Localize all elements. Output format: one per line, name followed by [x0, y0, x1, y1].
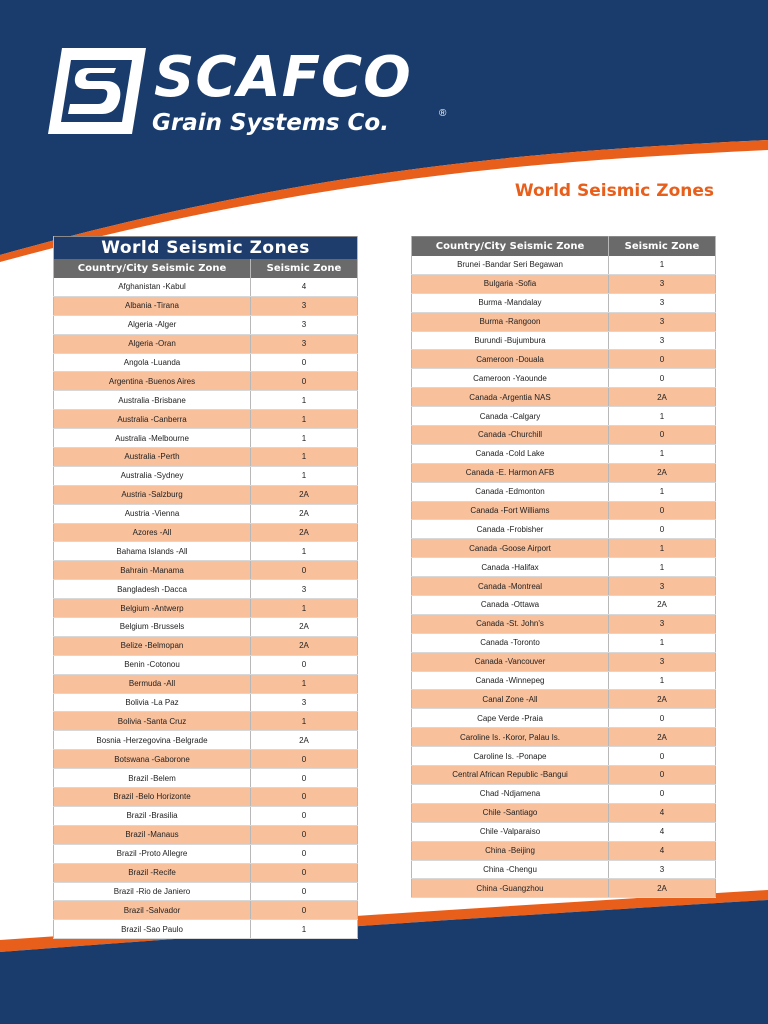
- zone-cell: 1: [609, 407, 716, 426]
- location-cell: Canada -Argentia NAS: [412, 388, 609, 407]
- zone-cell: 0: [609, 520, 716, 539]
- location-cell: Canada -St. John's: [412, 614, 609, 633]
- zone-cell: 0: [609, 350, 716, 369]
- location-cell: Canada -Ottawa: [412, 596, 609, 615]
- table-row: [412, 274, 716, 293]
- location-cell: Canada -Calgary: [412, 407, 609, 426]
- location-cell: Central African Republic -Bangui: [412, 766, 609, 785]
- brand-name: SCAFCO: [154, 45, 412, 110]
- location-cell: Brazil -Rio de Janiero: [54, 882, 251, 901]
- location-cell: Azores -All: [54, 523, 251, 542]
- zone-cell: 1: [251, 674, 358, 693]
- table-row: [54, 429, 358, 448]
- zone-cell: 4: [609, 822, 716, 841]
- table-row: [412, 633, 716, 652]
- zone-cell: 1: [609, 482, 716, 501]
- table-row: [412, 369, 716, 388]
- location-cell: Canal Zone -All: [412, 690, 609, 709]
- table-row: [412, 350, 716, 369]
- table-row: [54, 296, 358, 315]
- table-row: [54, 618, 358, 637]
- zone-cell: 0: [609, 747, 716, 766]
- location-cell: Belize -Belmopan: [54, 636, 251, 655]
- zone-cell: 0: [251, 769, 358, 788]
- table-row: [54, 599, 358, 618]
- table-row: [54, 693, 358, 712]
- zone-cell: 4: [251, 278, 358, 296]
- location-cell: Bolivia -Santa Cruz: [54, 712, 251, 731]
- table-row: [412, 293, 716, 312]
- zone-cell: 3: [609, 860, 716, 879]
- location-cell: Cape Verde -Praia: [412, 709, 609, 728]
- zone-cell: 3: [609, 577, 716, 596]
- zone-cell: 3: [251, 580, 358, 599]
- column-header-location: Country/City Seismic Zone: [54, 259, 251, 278]
- table-row: [54, 901, 358, 920]
- zone-cell: 2A: [609, 388, 716, 407]
- table-row: [54, 655, 358, 674]
- column-header-zone: Seismic Zone: [609, 237, 716, 257]
- location-cell: Angola -Luanda: [54, 353, 251, 372]
- location-cell: Brazil -Proto Allegre: [54, 844, 251, 863]
- location-cell: Canada -E. Harmon AFB: [412, 463, 609, 482]
- table-row: [412, 596, 716, 615]
- table-row: [412, 312, 716, 331]
- location-cell: Austria -Vienna: [54, 504, 251, 523]
- location-cell: Belgium -Antwerp: [54, 599, 251, 618]
- table-row: [412, 539, 716, 558]
- zone-cell: 2A: [609, 463, 716, 482]
- table-row: [54, 334, 358, 353]
- location-cell: Brazil -Sao Paulo: [54, 920, 251, 939]
- zone-cell: 0: [251, 655, 358, 674]
- location-cell: Australia -Canberra: [54, 410, 251, 429]
- table-row: [412, 822, 716, 841]
- zone-cell: 1: [609, 539, 716, 558]
- location-cell: Burma -Mandalay: [412, 293, 609, 312]
- table-row: [412, 426, 716, 445]
- location-cell: Burundi -Bujumbura: [412, 331, 609, 350]
- table-row: [412, 482, 716, 501]
- zone-cell: 2A: [251, 636, 358, 655]
- zone-cell: 1: [251, 542, 358, 561]
- zone-cell: 2A: [251, 504, 358, 523]
- table-row: [54, 788, 358, 807]
- location-cell: Canada -Halifax: [412, 558, 609, 577]
- zone-cell: 0: [609, 766, 716, 785]
- location-cell: Canada -Fort Williams: [412, 501, 609, 520]
- location-cell: Canada -Montreal: [412, 577, 609, 596]
- zone-cell: 0: [609, 426, 716, 445]
- table-row: [54, 315, 358, 334]
- location-cell: Australia -Sydney: [54, 466, 251, 485]
- zone-cell: 0: [251, 372, 358, 391]
- location-cell: Burma -Rangoon: [412, 312, 609, 331]
- location-cell: Canada -Vancouver: [412, 652, 609, 671]
- zone-cell: 2A: [251, 485, 358, 504]
- zone-cell: 1: [609, 633, 716, 652]
- table-row: [412, 463, 716, 482]
- location-cell: Bahrain -Manama: [54, 561, 251, 580]
- table-row: [412, 766, 716, 785]
- table-row: [54, 448, 358, 467]
- location-cell: China -Beijing: [412, 841, 609, 860]
- location-cell: Chad -Ndjamena: [412, 784, 609, 803]
- zone-cell: 3: [609, 652, 716, 671]
- table-row: [54, 278, 358, 296]
- table-row: [412, 728, 716, 747]
- zone-cell: 0: [609, 369, 716, 388]
- table-row: [54, 844, 358, 863]
- zone-cell: 1: [251, 466, 358, 485]
- zone-cell: 2A: [609, 728, 716, 747]
- scafco-logo: [46, 45, 447, 146]
- table-row: [412, 652, 716, 671]
- location-cell: Australia -Melbourne: [54, 429, 251, 448]
- zone-cell: 0: [251, 353, 358, 372]
- zone-cell: 0: [609, 784, 716, 803]
- table-row: [54, 636, 358, 655]
- table-row: [412, 501, 716, 520]
- table-row: [412, 803, 716, 822]
- table-row: [54, 731, 358, 750]
- table-row: [54, 410, 358, 429]
- location-cell: Algeria -Alger: [54, 315, 251, 334]
- location-cell: Bosnia -Herzegovina -Belgrade: [54, 731, 251, 750]
- location-cell: Afghanistan -Kabul: [54, 278, 251, 296]
- location-cell: Canada -Frobisher: [412, 520, 609, 539]
- location-cell: Australia -Perth: [54, 448, 251, 467]
- table-row: [54, 504, 358, 523]
- location-cell: Argentina -Buenos Aires: [54, 372, 251, 391]
- location-cell: Bolivia -La Paz: [54, 693, 251, 712]
- table-row: [54, 523, 358, 542]
- zone-cell: 0: [251, 901, 358, 920]
- zone-cell: 1: [609, 671, 716, 690]
- column-header-zone: Seismic Zone: [251, 259, 358, 278]
- table-row: [54, 353, 358, 372]
- location-cell: Bulgaria -Sofia: [412, 274, 609, 293]
- location-cell: Belgium -Brussels: [54, 618, 251, 637]
- zone-cell: 3: [609, 274, 716, 293]
- location-cell: Algeria -Oran: [54, 334, 251, 353]
- zone-cell: 0: [251, 844, 358, 863]
- location-cell: Canada -Goose Airport: [412, 539, 609, 558]
- column-header-location: Country/City Seismic Zone: [412, 237, 609, 257]
- zone-cell: 1: [251, 920, 358, 939]
- zone-cell: 2A: [609, 690, 716, 709]
- zone-cell: 3: [609, 312, 716, 331]
- zone-cell: 2A: [251, 731, 358, 750]
- location-cell: Canada -Churchill: [412, 426, 609, 445]
- zone-cell: 1: [609, 558, 716, 577]
- location-cell: Botswana -Gaborone: [54, 750, 251, 769]
- table-row: [54, 391, 358, 410]
- table-row: [54, 485, 358, 504]
- location-cell: Brazil -Belem: [54, 769, 251, 788]
- zone-cell: 1: [609, 444, 716, 463]
- table-row: [54, 825, 358, 844]
- page-title: World Seismic Zones: [514, 181, 714, 201]
- zone-cell: 2A: [251, 618, 358, 637]
- location-cell: China -Guangzhou: [412, 879, 609, 898]
- zone-cell: 1: [251, 429, 358, 448]
- zone-cell: 3: [251, 693, 358, 712]
- zone-cell: 1: [251, 712, 358, 731]
- zone-cell: 2A: [609, 596, 716, 615]
- zone-cell: 0: [251, 561, 358, 580]
- zone-cell: 0: [251, 882, 358, 901]
- location-cell: Austria -Salzburg: [54, 485, 251, 504]
- zone-cell: 4: [609, 841, 716, 860]
- location-cell: China -Chengu: [412, 860, 609, 879]
- brand-tagline: Grain Systems Co.: [152, 110, 389, 136]
- table-row: [54, 750, 358, 769]
- zone-cell: 1: [251, 448, 358, 467]
- zone-cell: 4: [609, 803, 716, 822]
- table-row: [54, 466, 358, 485]
- zone-cell: 1: [251, 410, 358, 429]
- zone-cell: 1: [251, 599, 358, 618]
- location-cell: Brazil -Belo Horizonte: [54, 788, 251, 807]
- table-row: [412, 860, 716, 879]
- location-cell: Caroline Is. -Ponape: [412, 747, 609, 766]
- zone-cell: 0: [251, 806, 358, 825]
- table-row: [412, 577, 716, 596]
- table-row: [54, 882, 358, 901]
- location-cell: Albania -Tirana: [54, 296, 251, 315]
- location-cell: Canada -Toronto: [412, 633, 609, 652]
- table-row: [54, 863, 358, 882]
- zone-cell: 0: [609, 709, 716, 728]
- location-cell: Canada -Cold Lake: [412, 444, 609, 463]
- zone-cell: 0: [251, 788, 358, 807]
- location-cell: Cameroon -Yaounde: [412, 369, 609, 388]
- table-row: [54, 580, 358, 599]
- table-row: [54, 712, 358, 731]
- table-row: [412, 256, 716, 274]
- location-cell: Australia -Brisbane: [54, 391, 251, 410]
- table-row: [412, 690, 716, 709]
- location-cell: Bermuda -All: [54, 674, 251, 693]
- zone-cell: 3: [609, 293, 716, 312]
- location-cell: Benin -Cotonou: [54, 655, 251, 674]
- table-row: [412, 841, 716, 860]
- table-row: [54, 806, 358, 825]
- scafco-s-mark-icon: [46, 46, 148, 136]
- zone-cell: 3: [251, 296, 358, 315]
- zone-cell: 3: [251, 334, 358, 353]
- location-cell: Brazil -Manaus: [54, 825, 251, 844]
- table-row: [54, 769, 358, 788]
- registered-mark: ®: [439, 108, 447, 119]
- table-row: [54, 561, 358, 580]
- table-row: [54, 920, 358, 939]
- table-row: [412, 879, 716, 898]
- location-cell: Canada -Edmonton: [412, 482, 609, 501]
- location-cell: Brazil -Recife: [54, 863, 251, 882]
- zone-cell: 0: [251, 750, 358, 769]
- table-row: [412, 388, 716, 407]
- zone-cell: 3: [251, 315, 358, 334]
- location-cell: Brunei -Bandar Seri Begawan: [412, 256, 609, 274]
- table-row: [412, 558, 716, 577]
- table-row: [412, 614, 716, 633]
- table-row: [412, 747, 716, 766]
- zone-cell: 2A: [609, 879, 716, 898]
- location-cell: Caroline Is. -Koror, Palau Is.: [412, 728, 609, 747]
- seismic-table-right: [411, 236, 716, 898]
- table-row: [412, 520, 716, 539]
- table-row: [412, 407, 716, 426]
- location-cell: Chile -Santiago: [412, 803, 609, 822]
- table-row: [412, 444, 716, 463]
- zone-cell: 1: [609, 256, 716, 274]
- location-cell: Brazil -Brasilia: [54, 806, 251, 825]
- location-cell: Brazil -Salvador: [54, 901, 251, 920]
- zone-cell: 0: [251, 825, 358, 844]
- location-cell: Bangladesh -Dacca: [54, 580, 251, 599]
- location-cell: Cameroon -Douala: [412, 350, 609, 369]
- zone-cell: 3: [609, 614, 716, 633]
- table-row: [412, 331, 716, 350]
- table-row: [54, 372, 358, 391]
- table-row: [412, 671, 716, 690]
- zone-cell: 3: [609, 331, 716, 350]
- table-row: [54, 674, 358, 693]
- table-row: [412, 709, 716, 728]
- zone-cell: 0: [251, 863, 358, 882]
- zone-cell: 1: [251, 391, 358, 410]
- location-cell: Canada -Winnepeg: [412, 671, 609, 690]
- zone-cell: 0: [609, 501, 716, 520]
- table-row: [412, 784, 716, 803]
- location-cell: Chile -Valparaiso: [412, 822, 609, 841]
- table-row: [54, 542, 358, 561]
- location-cell: Bahama Islands -All: [54, 542, 251, 561]
- zone-cell: 2A: [251, 523, 358, 542]
- seismic-table-left: [53, 236, 358, 939]
- table-caption: World Seismic Zones: [54, 237, 358, 260]
